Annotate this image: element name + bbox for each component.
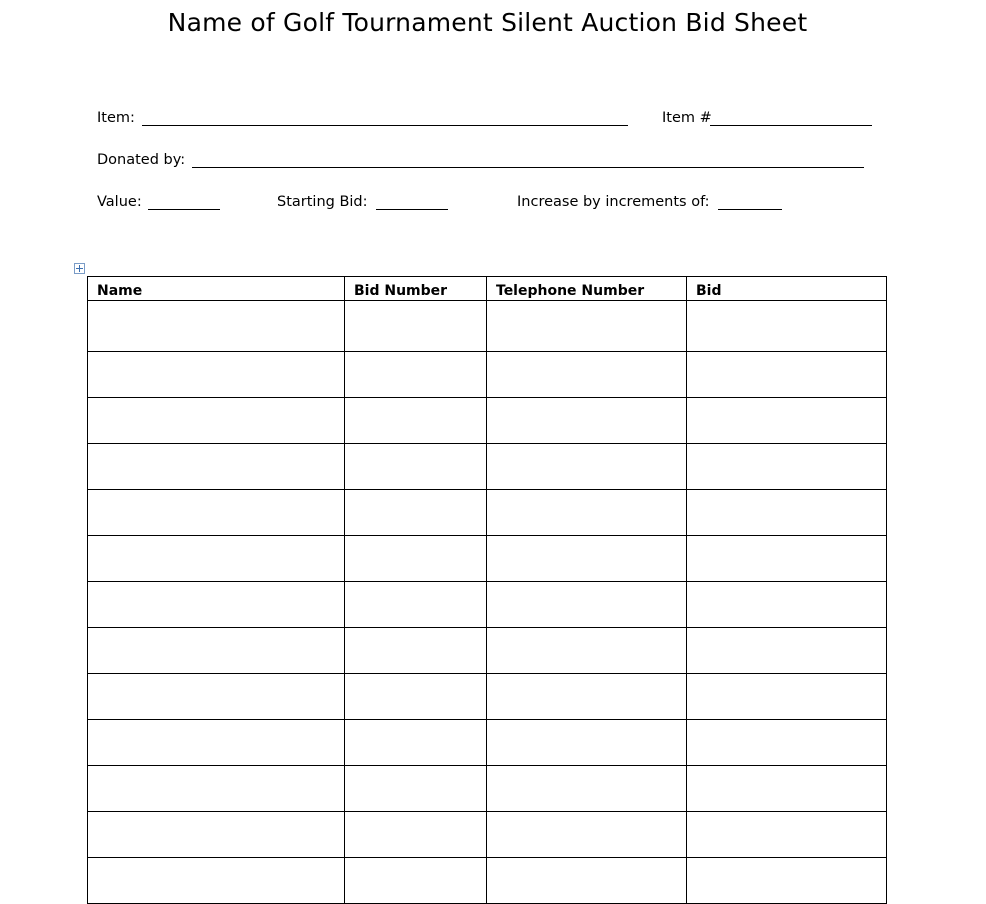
table-row bbox=[88, 812, 887, 858]
bid-cell[interactable] bbox=[687, 444, 887, 490]
donated-by-blank-seg-4[interactable] bbox=[698, 167, 771, 168]
telephone-number-cell[interactable] bbox=[487, 398, 687, 444]
bid-number-cell[interactable] bbox=[345, 766, 487, 812]
table-row bbox=[88, 858, 887, 904]
table-row bbox=[88, 674, 887, 720]
name-cell[interactable] bbox=[88, 628, 345, 674]
bid-number-cell[interactable] bbox=[345, 301, 487, 352]
bid-number-cell[interactable] bbox=[345, 352, 487, 398]
table-row bbox=[88, 766, 887, 812]
bid-number-cell[interactable] bbox=[345, 582, 487, 628]
bid-cell[interactable] bbox=[687, 766, 887, 812]
bid-table bbox=[87, 276, 887, 904]
name-cell[interactable] bbox=[88, 858, 345, 904]
bid-number-cell[interactable] bbox=[345, 674, 487, 720]
donated-by-blank-seg-2[interactable] bbox=[552, 167, 625, 168]
telephone-number-cell[interactable] bbox=[487, 858, 687, 904]
bid-cell[interactable] bbox=[687, 582, 887, 628]
bid-cell[interactable] bbox=[687, 490, 887, 536]
telephone-number-cell[interactable] bbox=[487, 536, 687, 582]
table-row bbox=[88, 352, 887, 398]
column-header-telephone-number: Telephone Number bbox=[487, 277, 687, 301]
name-cell[interactable] bbox=[88, 398, 345, 444]
increment-label: Increase by increments of: bbox=[517, 194, 710, 210]
name-cell[interactable] bbox=[88, 720, 345, 766]
bid-number-cell[interactable] bbox=[345, 812, 487, 858]
increment-blank[interactable] bbox=[718, 209, 782, 210]
name-cell[interactable] bbox=[88, 301, 345, 352]
telephone-number-cell[interactable] bbox=[487, 720, 687, 766]
donated-by-blank-seg-5[interactable] bbox=[771, 167, 864, 168]
bid-cell[interactable] bbox=[687, 536, 887, 582]
bid-number-cell[interactable] bbox=[345, 858, 487, 904]
telephone-number-cell[interactable] bbox=[487, 582, 687, 628]
bid-number-cell[interactable] bbox=[345, 536, 487, 582]
bid-cell[interactable] bbox=[687, 674, 887, 720]
item-blank-extension[interactable] bbox=[556, 125, 628, 126]
table-row bbox=[88, 628, 887, 674]
table-row bbox=[88, 301, 887, 352]
bid-table-body bbox=[88, 301, 887, 904]
donated-by-label: Donated by: bbox=[97, 152, 186, 168]
bid-cell[interactable] bbox=[687, 812, 887, 858]
starting-bid-label: Starting Bid: bbox=[277, 194, 368, 210]
telephone-number-cell[interactable] bbox=[487, 490, 687, 536]
telephone-number-cell[interactable] bbox=[487, 352, 687, 398]
telephone-number-cell[interactable] bbox=[487, 812, 687, 858]
name-cell[interactable] bbox=[88, 490, 345, 536]
item-label: Item: bbox=[97, 110, 135, 126]
bid-number-cell[interactable] bbox=[345, 444, 487, 490]
table-row bbox=[88, 582, 887, 628]
column-header-bid-number: Bid Number bbox=[345, 277, 487, 301]
name-cell[interactable] bbox=[88, 352, 345, 398]
item-row bbox=[97, 108, 897, 128]
name-cell[interactable] bbox=[88, 674, 345, 720]
table-row bbox=[88, 536, 887, 582]
bid-cell[interactable] bbox=[687, 858, 887, 904]
bid-cell[interactable] bbox=[687, 352, 887, 398]
column-header-name: Name bbox=[88, 277, 345, 301]
item-blank[interactable] bbox=[142, 125, 556, 126]
donated-by-blank-seg-3[interactable] bbox=[625, 167, 698, 168]
value-blank[interactable] bbox=[148, 209, 220, 210]
column-header-bid: Bid bbox=[687, 277, 887, 301]
name-cell[interactable] bbox=[88, 536, 345, 582]
telephone-number-cell[interactable] bbox=[487, 444, 687, 490]
table-row bbox=[88, 398, 887, 444]
telephone-number-cell[interactable] bbox=[487, 766, 687, 812]
item-number-blank[interactable] bbox=[710, 125, 872, 126]
telephone-number-cell[interactable] bbox=[487, 301, 687, 352]
value-row bbox=[97, 192, 897, 212]
starting-bid-blank[interactable] bbox=[376, 209, 448, 210]
bid-cell[interactable] bbox=[687, 628, 887, 674]
table-row bbox=[88, 720, 887, 766]
bid-number-cell[interactable] bbox=[345, 720, 487, 766]
bid-cell[interactable] bbox=[687, 398, 887, 444]
value-label: Value: bbox=[97, 194, 142, 210]
name-cell[interactable] bbox=[88, 766, 345, 812]
name-cell[interactable] bbox=[88, 582, 345, 628]
telephone-number-cell[interactable] bbox=[487, 628, 687, 674]
table-row bbox=[88, 490, 887, 536]
donated-by-row bbox=[97, 150, 897, 170]
name-cell[interactable] bbox=[88, 444, 345, 490]
name-cell[interactable] bbox=[88, 812, 345, 858]
table-row bbox=[88, 444, 887, 490]
donated-by-blank[interactable] bbox=[192, 167, 552, 168]
bid-number-cell[interactable] bbox=[345, 490, 487, 536]
table-move-handle-icon[interactable] bbox=[74, 263, 85, 274]
telephone-number-cell[interactable] bbox=[487, 674, 687, 720]
bid-cell[interactable] bbox=[687, 720, 887, 766]
bid-number-cell[interactable] bbox=[345, 628, 487, 674]
page-title: Name of Golf Tournament Silent Auction Bid Sheet bbox=[167, 8, 808, 37]
bid-number-cell[interactable] bbox=[345, 398, 487, 444]
table-header-row bbox=[88, 277, 887, 301]
bid-cell[interactable] bbox=[687, 301, 887, 352]
item-number-label: Item # bbox=[662, 110, 712, 126]
